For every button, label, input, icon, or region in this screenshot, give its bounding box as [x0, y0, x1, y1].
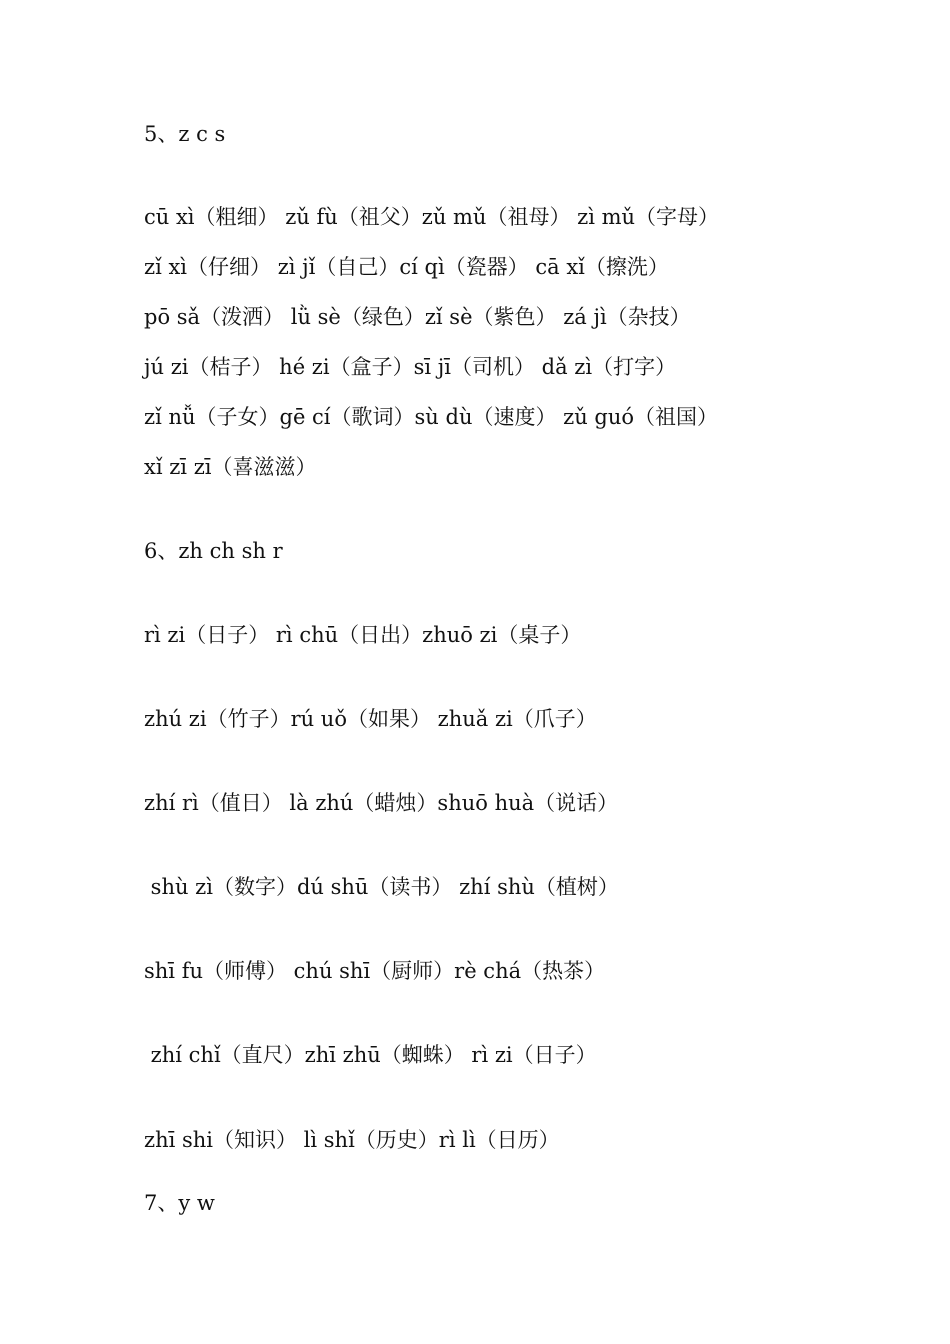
section-6-line-4: shù zì（数字）dú shū（读书） zhí shù（植树） [144, 875, 619, 899]
section-6-line-5: shī fu（师傅） chú shī（厨师）rè chá（热茶） [144, 959, 606, 983]
section-5-line-6: xǐ zī zī（喜滋滋） [144, 455, 317, 479]
section-6-line-6: zhí chǐ（直尺）zhī zhū（蜘蛛） rì zi（日子） [144, 1043, 597, 1067]
section-6-line-2: zhú zi（竹子）rú uǒ（如果） zhuǎ zi（爪子） [144, 707, 597, 731]
section-5-line-3: pō sǎ（泼洒） lǜ sè（绿色）zǐ sè（紫色） zá jì（杂技） [144, 305, 691, 329]
section-6-heading: 6、zh ch sh r [144, 539, 283, 563]
section-5-line-4: jú zi（桔子） hé zi（盒子）sī jī（司机） dǎ zì（打字） [144, 355, 677, 379]
section-5-line-1: cū xì（粗细） zǔ fù（祖父）zǔ mǔ（祖母） zì mǔ（字母） [144, 205, 720, 229]
section-5-line-5: zǐ nǚ（子女）gē cí（歌词）sù dù（速度） zǔ guó（祖国） [144, 405, 719, 429]
section-5-line-2: zǐ xì（仔细） zì jǐ（自己）cí qì（瓷器） cā xǐ（擦洗） [144, 255, 669, 279]
section-6-line-1: rì zi（日子） rì chū（日出）zhuō zi（桌子） [144, 623, 582, 647]
section-6-line-7: zhī shi（知识） lì shǐ（历史）rì lì（日历） [144, 1128, 560, 1152]
section-6-line-3: zhí rì（值日） là zhú（蜡烛）shuō huà（说话） [144, 791, 619, 815]
section-7-heading: 7、y w [144, 1191, 215, 1215]
section-5-heading: 5、z c s [144, 122, 226, 146]
